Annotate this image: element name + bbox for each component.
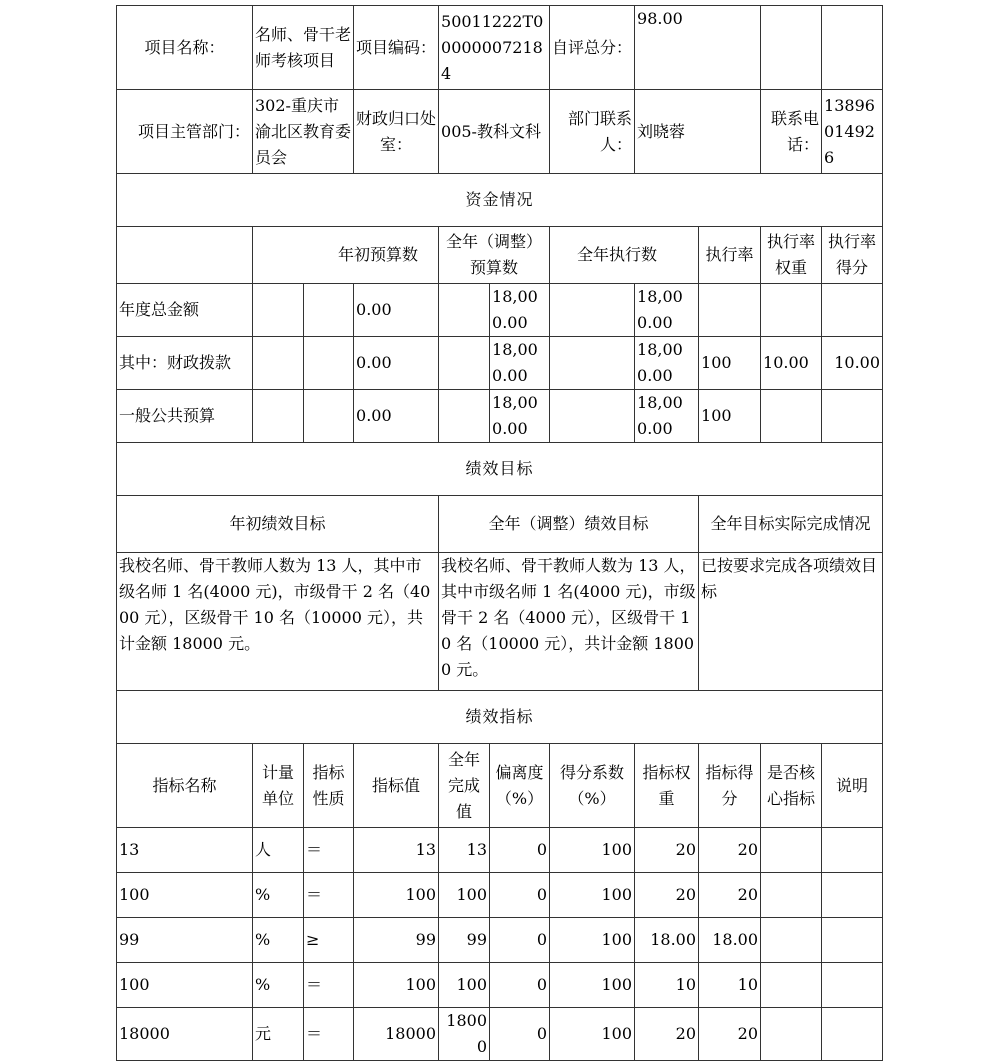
completed-value-header: 全年完成值 (439, 744, 490, 828)
initial-goal-header: 年初绩效目标 (117, 496, 439, 553)
indicator-row (117, 873, 883, 918)
indicator-completed: 99 (439, 918, 490, 963)
finance-dept-label: 财政归口处室： (354, 90, 439, 174)
indicator-score: 20 (699, 828, 761, 873)
funds-executed-value: 18,000.00 (635, 337, 699, 390)
empty-cell (253, 337, 304, 390)
dept-label: 项目主管部门： (117, 90, 253, 174)
project-name-value: 名师、骨干老师考核项目 (253, 6, 354, 90)
indicator-weight: 20 (635, 828, 699, 873)
indicator-unit: % (253, 873, 304, 918)
self-score-label: 自评总分： (550, 6, 635, 90)
deviation-header: 偏离度（%） (490, 744, 550, 828)
evaluation-table (116, 5, 883, 1061)
project-name-label: 项目名称： (117, 6, 253, 90)
empty-cell (439, 284, 490, 337)
funds-rate-value: 100 (699, 337, 761, 390)
indicators-header-row (117, 744, 883, 828)
indicator-value: 100 (354, 963, 439, 1008)
funds-executed-value: 18,000.00 (635, 284, 699, 337)
empty-cell (550, 390, 635, 443)
indicator-note (822, 1008, 883, 1061)
indicator-coef: 100 (550, 1008, 635, 1061)
adjusted-goal-text: 我校名师、骨干教师人数为 13 人，其中市级名师 1 名(4000 元)，市级骨干 2 名（4000 元），区级骨干 10 名（10000 元），共计金额 18000 元。 (439, 553, 699, 691)
indicator-completed: 13 (439, 828, 490, 873)
indicator-nature: ＝ (304, 873, 354, 918)
adjusted-budget-header: 全年（调整）预算数 (439, 227, 550, 284)
indicator-note (822, 918, 883, 963)
empty-cell (439, 390, 490, 443)
funds-weight-value: 10.00 (761, 337, 822, 390)
indicator-name: 100 (117, 873, 253, 918)
indicator-completed: 18000 (439, 1008, 490, 1061)
funds-row-name: 一般公共预算 (117, 390, 253, 443)
phone-label: 联系电话： (761, 90, 822, 174)
indicator-note (822, 963, 883, 1008)
project-info-row-1 (117, 6, 883, 90)
indicator-value-header: 指标值 (354, 744, 439, 828)
indicator-weight: 10 (635, 963, 699, 1008)
indicator-nature: ＝ (304, 828, 354, 873)
empty-cell (304, 337, 354, 390)
funds-rate-value: 100 (699, 390, 761, 443)
exec-weight-header: 执行率权重 (761, 227, 822, 284)
self-score-value: 98.00 (635, 6, 761, 90)
goals-header-row (117, 496, 883, 553)
funds-weight-value (761, 284, 822, 337)
indicator-score: 20 (699, 873, 761, 918)
finance-dept-value: 005-教科文科 (439, 90, 550, 174)
goals-title-row (117, 443, 883, 496)
initial-budget-header: 年初预算数 (253, 227, 439, 284)
indicator-value: 18000 (354, 1008, 439, 1061)
empty-cell (253, 284, 304, 337)
funds-adjusted-value: 18,000.00 (490, 284, 550, 337)
empty-cell (253, 390, 304, 443)
indicator-score: 10 (699, 963, 761, 1008)
indicator-core (761, 1008, 822, 1061)
project-info-row-2 (117, 90, 883, 174)
indicator-value: 100 (354, 873, 439, 918)
indicator-score: 18.00 (699, 918, 761, 963)
funds-score-value (822, 390, 883, 443)
empty-cell (550, 284, 635, 337)
funds-section-title: 资金情况 (117, 174, 883, 227)
indicator-name: 100 (117, 963, 253, 1008)
empty-cell (117, 227, 253, 284)
indicator-core (761, 873, 822, 918)
funds-row-name: 年度总金额 (117, 284, 253, 337)
unit-header: 计量单位 (253, 744, 304, 828)
indicator-weight: 20 (635, 873, 699, 918)
indicator-name: 99 (117, 918, 253, 963)
project-code-label: 项目编码： (354, 6, 439, 90)
indicator-row (117, 918, 883, 963)
project-code-value: 50011222T000000072184 (439, 6, 550, 90)
score-coef-header: 得分系数（%） (550, 744, 635, 828)
indicator-core (761, 918, 822, 963)
indicator-unit: % (253, 963, 304, 1008)
funds-row-name: 其中：财政拨款 (117, 337, 253, 390)
indicator-nature: ＝ (304, 1008, 354, 1061)
funds-title-row (117, 174, 883, 227)
indicator-name: 13 (117, 828, 253, 873)
funds-initial-value: 0.00 (354, 284, 439, 337)
empty-cell (822, 6, 883, 90)
funds-weight-value (761, 390, 822, 443)
indicator-unit: 元 (253, 1008, 304, 1061)
adjusted-goal-header: 全年（调整）绩效目标 (439, 496, 699, 553)
funds-score-value: 10.00 (822, 337, 883, 390)
funds-rate-value (699, 284, 761, 337)
funds-row (117, 390, 883, 443)
funds-score-value (822, 284, 883, 337)
indicator-coef: 100 (550, 873, 635, 918)
exec-score-header: 执行率得分 (822, 227, 883, 284)
core-indicator-header: 是否核心指标 (761, 744, 822, 828)
funds-initial-value: 0.00 (354, 337, 439, 390)
indicator-note (822, 828, 883, 873)
empty-cell (304, 284, 354, 337)
funds-initial-value: 0.00 (354, 390, 439, 443)
indicator-coef: 100 (550, 918, 635, 963)
indicator-coef: 100 (550, 963, 635, 1008)
indicator-score-header: 指标得分 (699, 744, 761, 828)
indicators-section-title: 绩效指标 (117, 691, 883, 744)
indicator-name-header: 指标名称 (117, 744, 253, 828)
empty-cell (304, 390, 354, 443)
executed-header: 全年执行数 (550, 227, 699, 284)
indicator-score: 20 (699, 1008, 761, 1061)
note-header: 说明 (822, 744, 883, 828)
exec-rate-header: 执行率 (699, 227, 761, 284)
indicator-row (117, 1008, 883, 1061)
actual-goal-text: 已按要求完成各项绩效目标 (699, 553, 883, 691)
funds-adjusted-value: 18,000.00 (490, 337, 550, 390)
indicators-title-row (117, 691, 883, 744)
empty-cell (439, 337, 490, 390)
indicator-weight-header: 指标权重 (635, 744, 699, 828)
indicator-row (117, 963, 883, 1008)
empty-cell (550, 337, 635, 390)
contact-value: 刘晓蓉 (635, 90, 761, 174)
dept-value: 302-重庆市渝北区教育委员会 (253, 90, 354, 174)
funds-row (117, 284, 883, 337)
indicator-nature: ＝ (304, 963, 354, 1008)
indicator-weight: 18.00 (635, 918, 699, 963)
indicator-deviation: 0 (490, 1008, 550, 1061)
phone-value: 13896014926 (822, 90, 883, 174)
indicator-core (761, 828, 822, 873)
indicator-deviation: 0 (490, 873, 550, 918)
indicator-unit: 人 (253, 828, 304, 873)
indicator-deviation: 0 (490, 828, 550, 873)
indicator-completed: 100 (439, 873, 490, 918)
indicator-name: 18000 (117, 1008, 253, 1061)
initial-goal-text: 我校名师、骨干教师人数为 13 人，其中市级名师 1 名(4000 元)，市级骨干 2 名（4000 元），区级骨干 10 名（10000 元），共计金额 18000 元。 (117, 553, 439, 691)
funds-executed-value: 18,000.00 (635, 390, 699, 443)
indicator-note (822, 873, 883, 918)
nature-header: 指标性质 (304, 744, 354, 828)
indicator-core (761, 963, 822, 1008)
empty-cell (761, 6, 822, 90)
indicator-weight: 20 (635, 1008, 699, 1061)
indicator-completed: 100 (439, 963, 490, 1008)
goals-section-title: 绩效目标 (117, 443, 883, 496)
indicator-value: 13 (354, 828, 439, 873)
funds-adjusted-value: 18,000.00 (490, 390, 550, 443)
funds-row (117, 337, 883, 390)
indicator-row (117, 828, 883, 873)
indicator-deviation: 0 (490, 918, 550, 963)
contact-label: 部门联系人： (550, 90, 635, 174)
indicator-coef: 100 (550, 828, 635, 873)
indicator-unit: % (253, 918, 304, 963)
indicator-deviation: 0 (490, 963, 550, 1008)
funds-header-row (117, 227, 883, 284)
indicator-nature: ≥ (304, 918, 354, 963)
actual-goal-header: 全年目标实际完成情况 (699, 496, 883, 553)
goals-content-row (117, 553, 883, 691)
indicator-value: 99 (354, 918, 439, 963)
